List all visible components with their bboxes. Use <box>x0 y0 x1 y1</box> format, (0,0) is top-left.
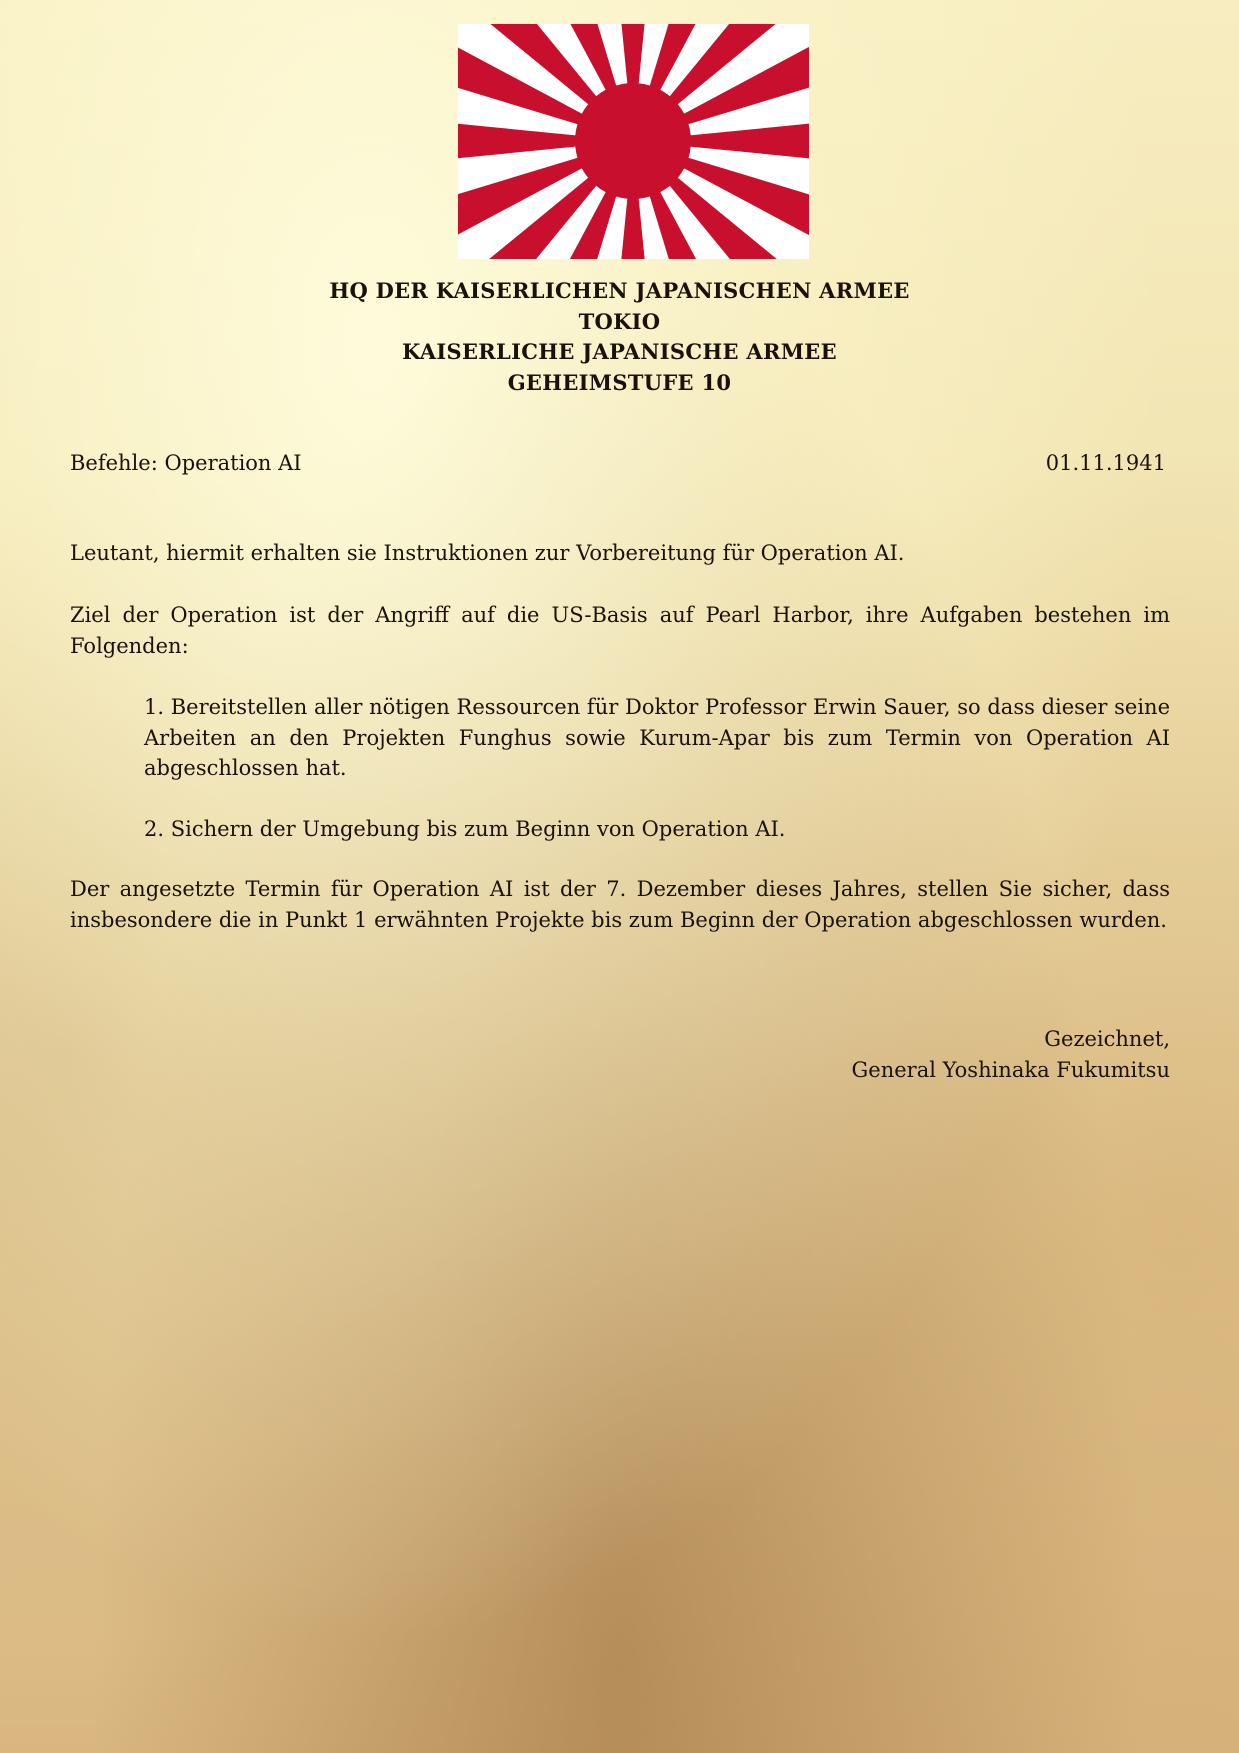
document-header <box>0 276 1239 398</box>
intro-paragraph: Leutant, hiermit erhalten sie Instruktionen zur Vorbereitung für Operation AI. <box>70 541 905 565</box>
header-army-line: KAISERLICHE JAPANISCHE ARMEE <box>402 339 837 364</box>
flag-sun <box>575 83 691 199</box>
signature-salutation: Gezeichnet, <box>1044 1027 1170 1051</box>
header-city-line: TOKIO <box>578 308 661 334</box>
task-item-2: 2. Sichern der Umgebung bis zum Beginn von Operation AI. <box>144 817 786 841</box>
document-date: 01.11.1941 <box>1045 451 1166 475</box>
signature-block <box>852 1024 1171 1085</box>
signature-name: General Yoshinaka Fukumitsu <box>851 1057 1170 1082</box>
subject-line: Befehle: Operation AI <box>70 451 302 475</box>
task-item-1: 1. Bereitstellen aller nötigen Ressourcen für Doktor Professor Erwin Sauer, so dass dieser seine Arbeiten an den Projekten Funghus sowie Kurum-Apar bis zum Termin von Operation AI abgeschlossen hat. <box>144 695 1170 780</box>
goal-paragraph: Ziel der Operation ist der Angriff auf die US-Basis auf Pearl Harbor, ihre Aufgaben bestehen im Folgenden: <box>70 603 1170 658</box>
header-hq-line: HQ DER KAISERLICHEN JAPANISCHEN ARMEE <box>329 278 910 303</box>
header-classification-line: GEHEIMSTUFE 10 <box>507 369 732 395</box>
rising-sun-flag-image <box>458 24 809 259</box>
closing-paragraph: Der angesetzte Termin für Operation AI ist der 7. Dezember dieses Jahres, stellen Sie sicher, dass insbesondere die in Punkt 1 erwähnten Projekte bis zum Beginn der Operation abgeschlossen wurden. <box>70 877 1170 932</box>
